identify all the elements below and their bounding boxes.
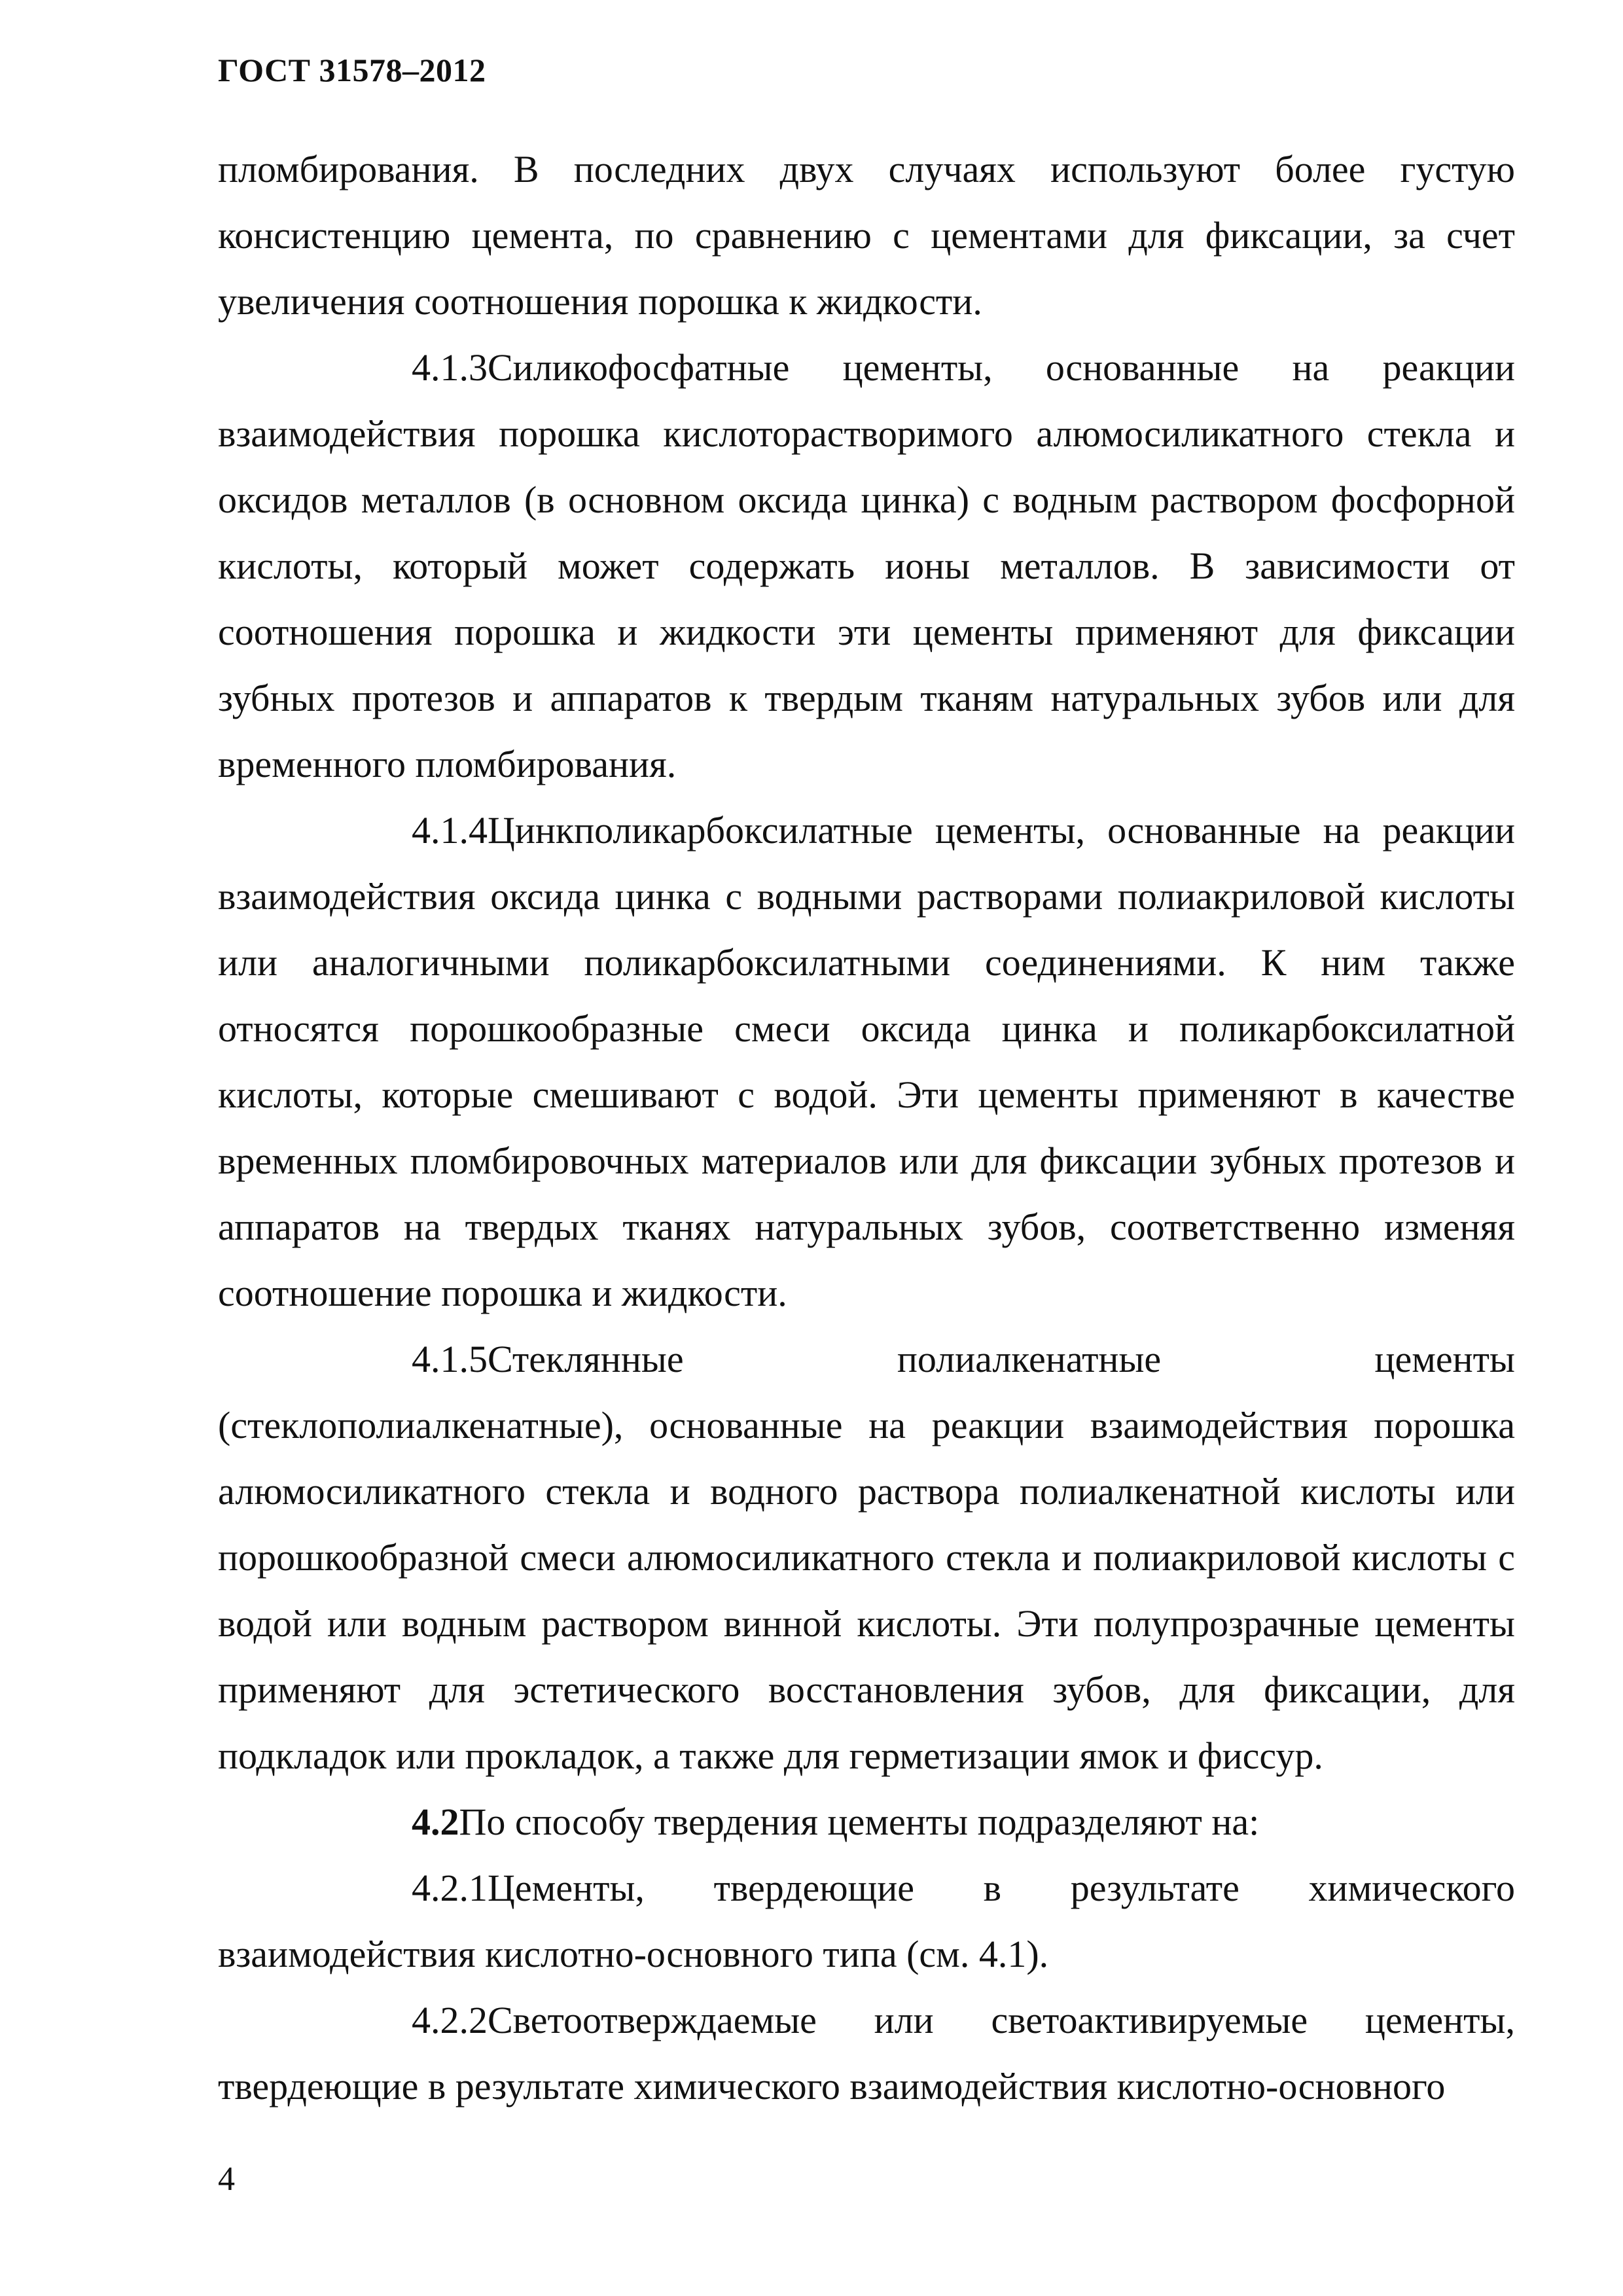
document-body [218,136,1515,2119]
paragraph-4-2-2 [218,1987,1515,2119]
clause-number: 4.1.3 [412,346,488,389]
clause-number: 4.1.5 [412,1338,488,1380]
paragraph-4-2 [218,1789,1515,1855]
paragraph-text: Светоотверждаемые или светоактивируемые цементы, твердеющие в результате химического взаимодействия кислотно-основного [218,1999,1515,2108]
paragraph-4-2-1 [218,1855,1515,1987]
paragraph-4-1-4 [218,797,1515,1326]
clause-number: 4.2.2 [412,1999,488,2041]
paragraph-text: Стеклянные полиалкенатные цементы (стеклополиалкенатные), основанные на реакции взаимодействия порошка алюмосиликатного стекла и водного раствора полиалкенатной кислоты или порошкообразной смеси алюмосиликатного стекла и полиакриловой кислоты с водой или водным раствором винной кислоты. Эти полупрозрачные цементы применяют для эстетического восстановления зубов, для фиксации, для подкладок или прокладок, а также для герметизации ямок и фиссур. [218,1338,1515,1777]
paragraph-text: Силикофосфатные цементы, основанные на реакции взаимодействия порошка кислоторастворимого алюмосиликатного стекла и оксидов металлов (в основном оксида цинка) с водным раствором фосфорной кислоты, который может содержать ионы металлов. В зависимости от соотношения порошка и жидкости эти цементы применяют для фиксации зубных протезов и аппаратов к твердым тканям натуральных зубов или для временного пломбирования. [218,346,1515,785]
paragraph-text: По способу твердения цементы подразделяют на: [459,1801,1260,1843]
clause-number: 4.1.4 [412,809,488,852]
document-header: ГОСТ 31578–2012 [218,52,486,88]
clause-number: 4.2.1 [412,1867,488,1909]
page-number: 4 [218,2161,235,2198]
paragraph-4-1-5 [218,1326,1515,1789]
paragraph-continuation [218,136,1515,334]
paragraph-text: Цементы, твердеющие в результате химического взаимодействия кислотно-основного типа (см. 4.1). [218,1867,1515,1975]
paragraph-text: Цинкполикарбоксилатные цементы, основанные на реакции взаимодействия оксида цинка с водными растворами полиакриловой кислоты или аналогичными поликарбоксилатными соединениями. К ним также относятся порошкообразные смеси оксида цинка и поликарбоксилатной кислоты, которые смешивают с водой. Эти цементы применяют в качестве временных пломбировочных материалов или для фиксации зубных протезов и аппаратов на твердых тканях натуральных зубов, соответственно изменяя соотношение порошка и жидкости. [218,809,1515,1314]
clause-number: 4.2 [412,1801,459,1843]
paragraph-4-1-3 [218,334,1515,797]
paragraph-text: пломбирования. В последних двух случаях используют более густую консистенцию цемента, по сравнению с цементами для фиксации, за счет увеличения соотношения порошка к жидкости. [218,148,1515,323]
